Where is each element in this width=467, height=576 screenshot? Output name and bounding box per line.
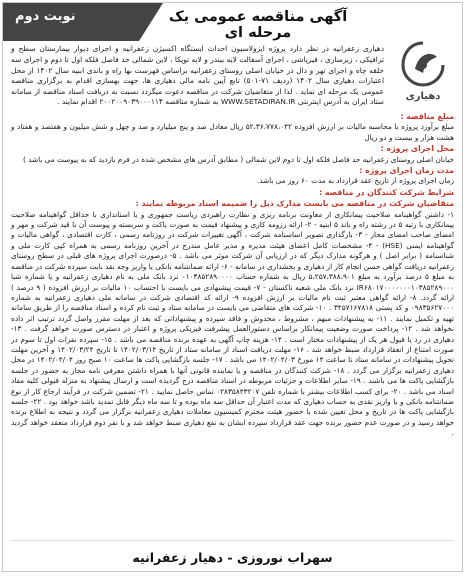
section-heading: مبلغ مناقصه : [400, 112, 454, 121]
section-text: خیابان اصلی روستای زعفرانیه حد فاصل فلکه اول تا دوم لاین شمالی ( مطابق آدرس های مشخص شده در فرم بازدید که به پیوست می باشد ) [22, 154, 454, 164]
footer-divider [11, 540, 454, 541]
signature-footer: سهراب نوروزی - دهیار زعفرانیه [132, 550, 333, 565]
section-heading: مدت زمان اجرای پروژه : [359, 166, 454, 176]
section-heading: متقاضیان شرکت در مناقصه می بایست مدارک ذیل را ضمیمه اسناد مربوطه نمایند : [135, 199, 454, 209]
logo-text: دهیاری [405, 91, 441, 102]
section-heading: محل اجرای پروژه : [380, 144, 454, 154]
corner-label: نوبت دوم [15, 9, 76, 24]
ad-body [11, 111, 454, 439]
section-text: مبلغ برآورد پروژه با محاسبه مالیات بر ارزش افزوده ۵۲،۳۶،۷۷۸،۰۴۲ ریال معادل صد و پنج میلیارد و صد و چهل و شش میلیون و هفتصد و هفتاد و هشت هزار و بیست و دو ریال [11, 122, 454, 142]
logo-emblem-icon [393, 39, 453, 89]
section-heading: شرایط شرکت کنندگان در مناقصه : [319, 187, 454, 197]
newspaper-ad [2, 2, 463, 572]
dehyari-logo [392, 39, 454, 107]
section-text: ۱- داشتن گواهینامه صلاحیت پیمانکاری از معاونت برنامه ریزی و نظارت راهبردی ریاست جمهوری و یا استانداری با حداقل گواهینامه صلاحیت پیمانکاری با رتبه ۵ در رشته راه و باند ۵ ابنیه - ۲- ارائه رزومه کاری و پیشنهاد قیمت به صورت پاکت و سربسته و پیوست آن با قید شرکت و مهر و امضای صاحب امضای مجاز - ۳- بارگذاری تصویر اساسنامه شرکت ، آگهی تغییرات شرکت در روزنامه رسمی ، کارت اقتصادی ، گواهی مالیات و گواهینامه ایمنی (HSE) - ۴- مشخصات کامل اعضای هیئت مدیره و مدیر عامل مندرج در آخرین روزنامه رسمی به همراه کپی کارت ملی و شناسنامه ( برابر اصل ) و هرگونه مدارک دیگر که در ارزیابی آن شرکت موثر می باشد . ۵- درصورت اجرای پروژه های قبلی در سطح روستای زعفرانیه دریافت گواهی حسن انجام کار از دهیاری و بخشداری در سامانه - ۶- ارائه ضمانتنامه بانکی یا واریز وجه نقد بابت سپرده شرکت در مناقصه به مبلغ ۵ درصد برآورد به مبلغ ۵،۲۵۷،۳۸۸،۹۰۱ ریال به شماره حساب ۰۱۰۳۸۵۲۸۹۰۰۰۰ نزد بانک ملی به نام دهیاری زعفرانیه و یا شماره شبا IR۶۸۰۱۷۰۰۰۰۰۰۰۱۰۳۸۵۲۸۹۰۰۰ نزد بانک ملی شعبه تاکستان - ۷- قیمت پیشنهادی می بایست با احتساب ۱۰ مالیات بر ارزش افزوده ( ۹ درصد ) ارائه گردد. ۸- ارائه گواهی معتبر ثبت نام مالیات بر ارزش افزوده ۹- ارائه کد اقتصادی شرکت در سامانه ملی دهیاری زعفرانیه به شماره ۰۹۸۳۵۶۲۷۰۰۰ و کد پستی ۳۴۵۷۱۶۷۸۱۸ . ۱۰- شرکت های متقاضی می بایست در سامانه ستاد و ثبت نام کرده و اسناد مناقصه را از طریق سامانه تهیه و تکمیل نمایند . ۱۱- به پیشنهادات مبهم ، مشروط ، مخدوش و فاقد سپرده و پیشنهاداتی که بعد از مهلت مقرر واصل گردد ترتیب اثر داده نخواهد شد . ۱۲- پرداخت صورت وضعیت پیمانکار براساس دستورالعمل پیشرفت فیزیکی پروژه و اعتبار در دسترس صورت خواهد گرفت . ۱۳- دهیاری در رد یا قبول هر یک از پیشنهادات مختار است . ۱۴- هزینه چاپ آگهی به عهده برنده مناقصه می باشد . ۱۵- سپرده نفرات اول تا سوم در صورت امتناع از انعقاد قرارداد ضبط خواهد شد . ۱۶- مهلت دریافت اسناد از سامانه ستاد از تاریخ ۱۴۰۲/۰۳/۱۴ تا تاریخ ۱۴۰۲/۰۳/۲۴ و آخرین مهلت تحویل پیشنهادات در سامانه ستاد تا ساعت ۱۴ مورخ ۱۴۰۲/۰۴/۰۳ می باشد . ۱۷- جلسه بازگشایی پاکت ها ساعت ۱۰ صبح روز ۱۴۰۲/۰۴/۰۴ در محل دهیاری زعفرانیه برگزار می گردد . ۱۸- شرکت کنندگان در مناقصه و یا نماینده قانونی آنها با همراه داشتن معرفی نامه مجاز به حضور در جلسه بازگشایی پاکت ها می باشند . ۱۹- سایر اطلاعات و جزئیات مربوطه در اسناد مناقصه درج گردیده است و ارسال پیشنهاد به منزله قبولی کلیه مفاد اسناد می باشد . ۲۰- برای کسب اطلاعات بیشتر با شماره تلفن ۰۲۸۳۵۸۴۳۲۰۷ تماس حاصل نمایید . ۲۱- تضمین شرکت در فرآیند ارجاع کار از نوع ضمانتنامه بانکی و یا واریز نقدی به حساب دهیاری که مدت اعتبار آن حداقل سه ماه بوده و تا سه ماه دیگر قابل تمدید باشد خواهد بود . ۲۲- جلسه بازگشایی پاکت ها در تاریخ و محل تعیین شده با حضور هیئت محترم کمیسیون معاملات دهیاری زعفرانیه برگزار می گردد و نتیجه به اطلاع برنده خواهد رسید و در صورت عدم حضور برنده جهت عقد قرارداد سپرده ایشان به نفع دهیاری ضبط خواهد شد و با نفر دوم قرارداد منعقد خواهد گردید . [11, 209, 455, 438]
section-text: زمان اجرای پروژه از تاریخ عقد قرارداد به مدت ۶۰ روز می باشد. [256, 176, 454, 186]
ad-title: آگهی مناقصه عمومی یک مرحله ای [168, 9, 348, 41]
intro-paragraph: دهیاری زعفرانیه در نظر دارد پروژه ایزولاسیون احداث ایستگاه اکسیژن زعفرانیه و اجرای دیوار بیمارستان سطح و ترافیکی ، زیرسازی ، قیرپاشی ، اجرای آسفالت لایه بیندر و لایه توپکا ، لاین شمالی حد فاصل فلکه اول تا دوم و اجرای سه حلقه چاه و اجرای تهر و دال در خیابان اصلی روستای زعفرانیه براساس فهرست بها راه و باندی ابنیه سال ۱۴۰۲ از محل اعتبارات دهیاری سال ۱۴۰۲ (ردیف ۷۱-۵۰۱) تابع آیین نامه مالی دهیاری ها، جهت بهسازی اقدام به برگزاری مناقصه عمومی یک مرحله ای نماید . لذا از متقاضیان شرکت در مناقصه دعوت میگردد نسبت به دریافت اسناد مناقصه از سامانه ستاد ایران به آدرس اینترنتی WWW.SETADIRAN.IR به شماره مناقصه ۲۰۰۲۰۰۹۰۳۹۰۰۰۱۱۴ اقدام نمایند . [11, 44, 384, 107]
